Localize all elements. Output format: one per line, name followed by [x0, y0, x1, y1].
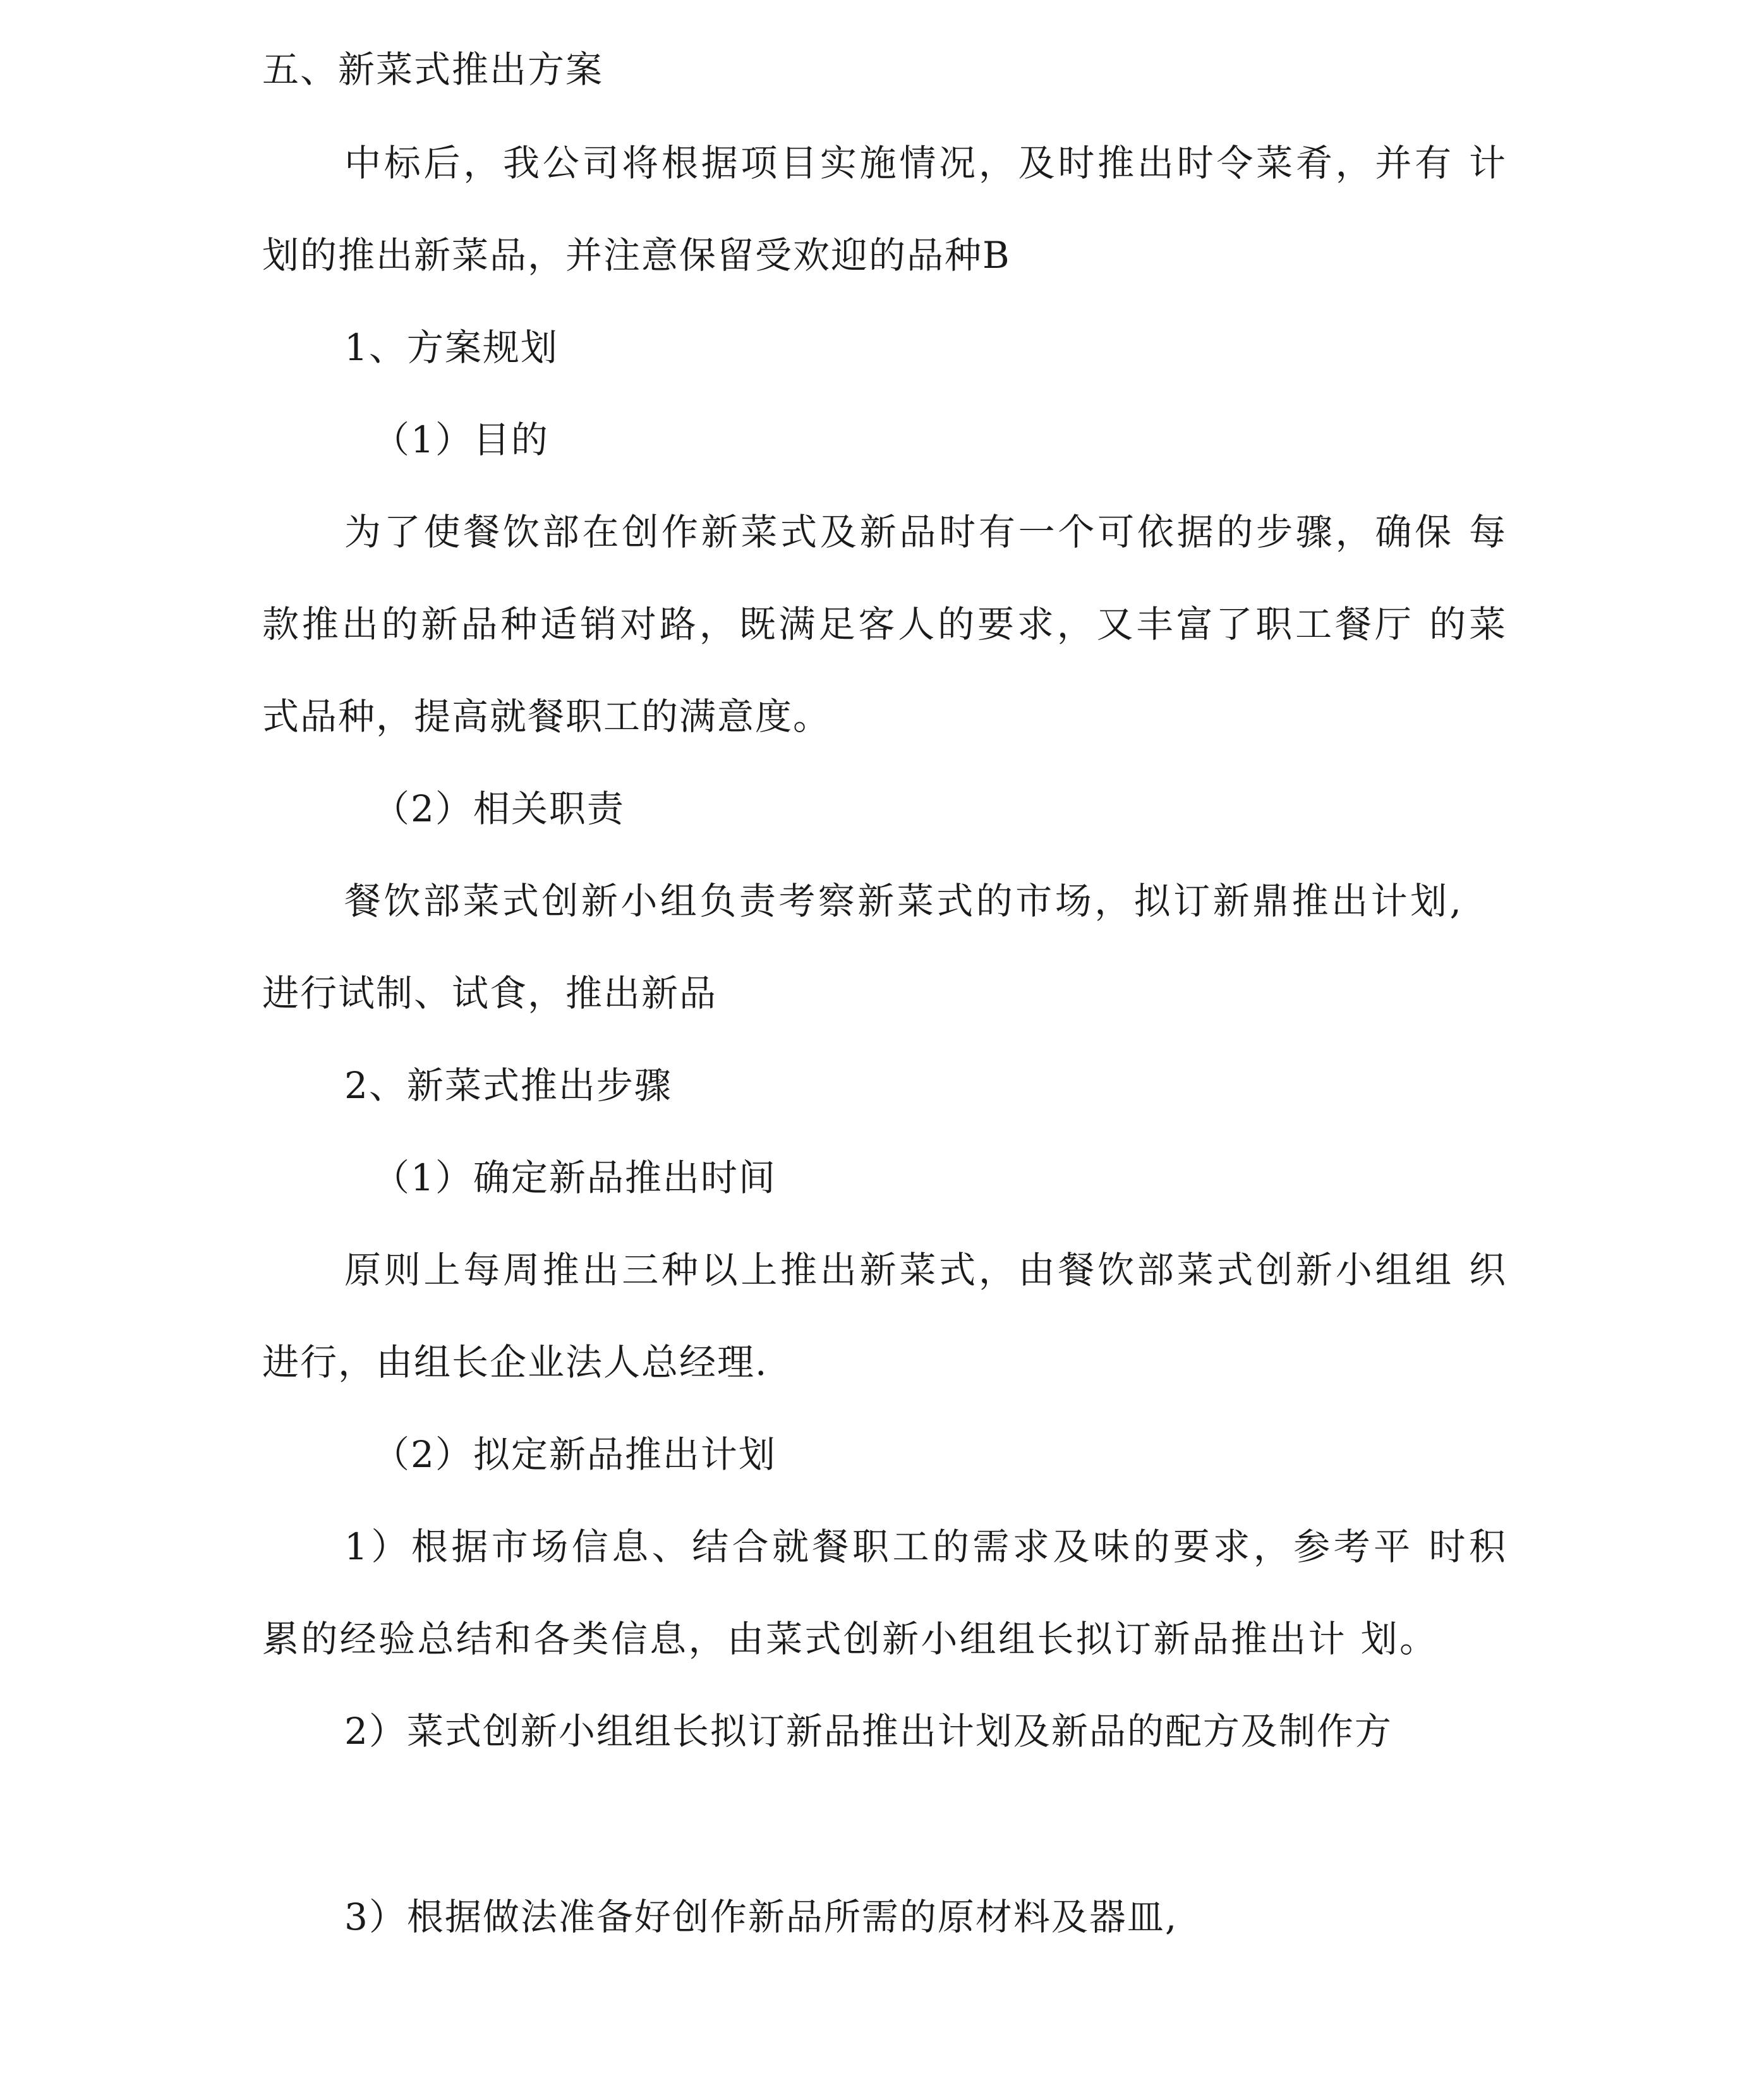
responsibilities-paragraph-line-2: 进行试制、试食，推出新品 [262, 972, 718, 1015]
intro-paragraph-line-1: 中标后，我公司将根据项目实施情况，及时推出时令菜肴，并有 计 [344, 142, 1507, 184]
launch-time-paragraph-line-2: 进行，由组长企业法人总经理. [262, 1341, 768, 1384]
purpose-paragraph-line-2: 款推出的新品种适销对路，既满足客人的要求，又丰富了职工餐厅 的菜 [262, 603, 1507, 646]
item-title-launch-time: （1）确定新品推出时间 [373, 1156, 776, 1199]
launch-plan-item-1-line-1: 1）根据市场信息、结合就餐职工的需求及味的要求，参考平 时积 [344, 1525, 1507, 1568]
launch-plan-item-1-line-2: 累的经验总结和各类信息，由菜式创新小组组长拟订新品推出计 划。 [262, 1617, 1437, 1660]
launch-plan-item-3: 3）根据做法准备好创作新品所需的原材料及器皿, [344, 1895, 1178, 1938]
launch-time-paragraph-line-1: 原则上每周推出三种以上推出新菜式，由餐饮部菜式创新小组组 织 [344, 1248, 1507, 1291]
responsibilities-paragraph-line-1: 餐饮部菜式创新小组负责考察新菜式的市场，拟订新鼎推出计划, [344, 879, 1463, 922]
purpose-paragraph-line-1: 为了使餐饮部在创作新菜式及新品时有一个可依据的步骤，确保 每 [344, 511, 1507, 553]
item-title-purpose: （1）目的 [373, 418, 549, 461]
purpose-paragraph-line-3: 式品种，提高就餐职工的满意度。 [262, 695, 831, 738]
intro-paragraph-line-2: 划的推出新菜品，并注意保留受欢迎的品种B [262, 234, 1011, 277]
subsection-title-steps: 2、新菜式推出步骤 [344, 1064, 672, 1107]
launch-plan-item-2: 2）菜式创新小组组长拟订新品推出计划及新品的配方及制作方 [344, 1710, 1392, 1753]
item-title-responsibilities: （2）相关职责 [373, 787, 625, 830]
item-title-launch-plan: （2）拟定新品推出计划 [373, 1433, 776, 1476]
subsection-title-plan: 1、方案规划 [344, 326, 559, 369]
section-heading: 五、新菜式推出方案 [262, 48, 604, 91]
